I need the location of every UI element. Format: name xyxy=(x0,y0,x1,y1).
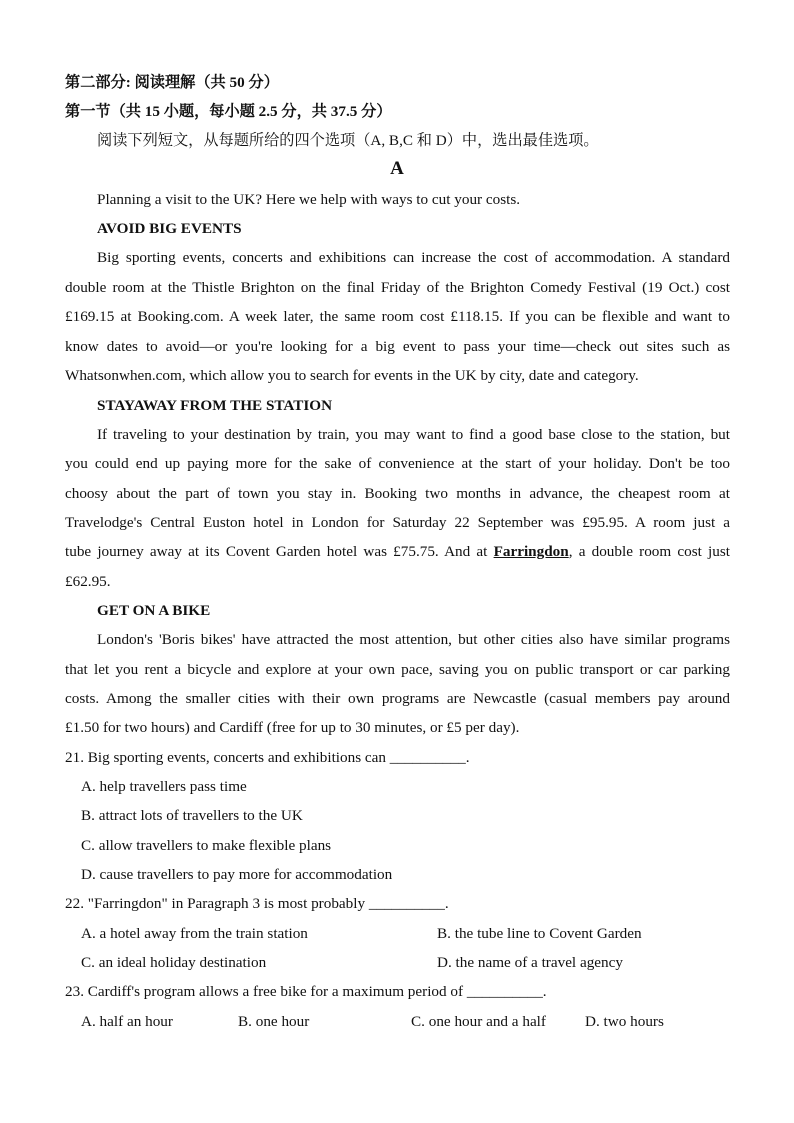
paragraph-line: Travelodge's Central Euston hotel in London for Saturday 22 September was £95.95. A room just a xyxy=(65,514,730,531)
section-heading: 第一节（共 15 小题，每小题 2.5 分，共 37.5 分） xyxy=(65,103,392,120)
q23-option-b: B. one hour xyxy=(238,1013,310,1030)
q22-option-a: A. a hotel away from the train station xyxy=(81,925,308,942)
paragraph-line: know dates to avoid—or you're looking for a big event to pass your time—check out sites such as xyxy=(65,338,730,355)
text-segment: tube journey away at its Covent Garden hotel was £75.75. And at xyxy=(65,543,494,560)
question-21-stem: 21. Big sporting events, concerts and exhibitions can __________. xyxy=(65,749,470,766)
q23-option-c: C. one hour and a half xyxy=(411,1013,546,1030)
paragraph-line: double room at the Thistle Brighton on the final Friday of the Brighton Comedy Festival (19 Oct.) cost xyxy=(65,279,730,296)
text-segment: , a double room cost just xyxy=(568,543,730,560)
paragraph-line: costs. Among the smaller cities with their own programs are Newcastle (casual members pay around xyxy=(65,690,730,707)
part-heading: 第二部分: 阅读理解（共 50 分） xyxy=(65,74,279,91)
question-22-stem: 22. "Farringdon" in Paragraph 3 is most probably __________. xyxy=(65,895,449,912)
section-heading-avoid-big-events: AVOID BIG EVENTS xyxy=(97,220,242,237)
q21-option-a: A. help travellers pass time xyxy=(81,778,247,795)
paragraph-line: Whatsonwhen.com, which allow you to search for events in the UK by city, date and category. xyxy=(65,367,639,384)
section-heading-stay-away: STAYAWAY FROM THE STATION xyxy=(97,397,333,414)
paragraph-line: If traveling to your destination by train, you may want to find a good base close to the station, but xyxy=(97,426,730,443)
paragraph-line: that let you rent a bicycle and explore at your own pace, saving you on public transport or car parking xyxy=(65,661,730,678)
passage-intro: Planning a visit to the UK? Here we help with ways to cut your costs. xyxy=(97,191,521,208)
paragraph-line: Big sporting events, concerts and exhibitions can increase the cost of accommodation. A standard xyxy=(97,249,730,266)
paragraph-line: £169.15 at Booking.com. A week later, the same room cost £118.15. If you can be flexible and want to xyxy=(65,308,730,325)
section-heading-get-on-a-bike: GET ON A BIKE xyxy=(97,602,211,619)
q22-option-d: D. the name of a travel agency xyxy=(437,954,623,971)
q21-option-d: D. cause travellers to pay more for accommodation xyxy=(81,866,393,883)
q23-option-d: D. two hours xyxy=(585,1013,664,1030)
q21-option-b: B. attract lots of travellers to the UK xyxy=(81,807,303,824)
question-23-stem: 23. Cardiff's program allows a free bike for a maximum period of __________. xyxy=(65,983,547,1000)
q22-option-b: B. the tube line to Covent Garden xyxy=(437,925,642,942)
paragraph-line-farringdon xyxy=(65,542,730,562)
instructions: 阅读下列短文，从每题所给的四个选项（A, B,C 和 D）中，选出最佳选项。 xyxy=(97,132,599,149)
farringdon-term: Farringdon xyxy=(493,543,569,560)
paragraph-line: choosy about the part of town you stay in. Booking two months in advance, the cheapest room at xyxy=(65,485,730,502)
q23-option-a: A. half an hour xyxy=(81,1013,173,1030)
paragraph-line: London's 'Boris bikes' have attracted the most attention, but other cities also have similar programs xyxy=(97,631,730,648)
q21-option-c: C. allow travellers to make flexible plans xyxy=(81,837,332,854)
passage-label: A xyxy=(390,158,404,179)
paragraph-line: £62.95. xyxy=(65,573,111,590)
q22-option-c: C. an ideal holiday destination xyxy=(81,954,267,971)
paragraph-line: you could end up paying more for the sake of convenience at the start of your holiday. Don't be too xyxy=(65,455,730,472)
paragraph-line: £1.50 for two hours) and Cardiff (free for up to 30 minutes, or £5 per day). xyxy=(65,719,520,736)
